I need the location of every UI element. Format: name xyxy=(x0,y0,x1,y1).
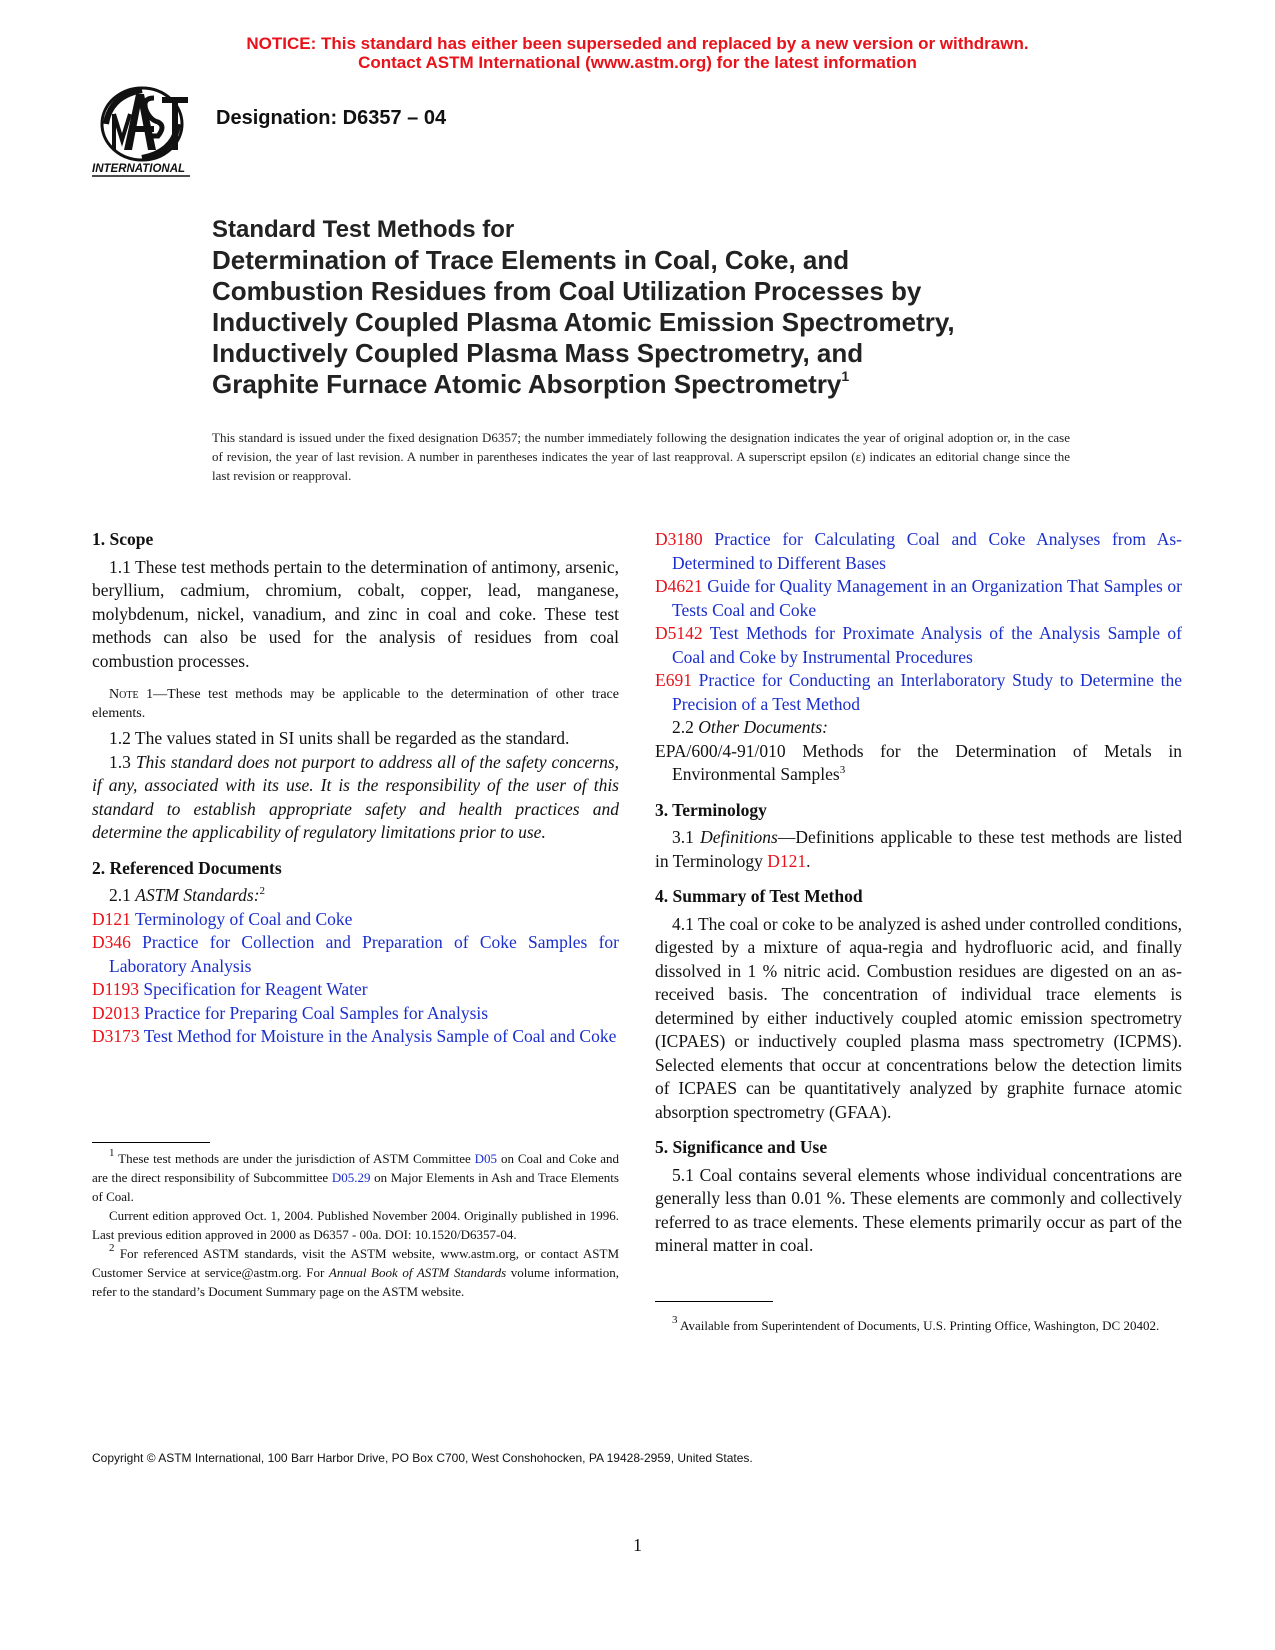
title-line-3: Combustion Residues from Coal Utilization Processes by xyxy=(212,276,922,306)
footnote-1-edition: Current edition approved Oct. 1, 2004. Published November 2004. Originally published in 1996. Last previous edition approved in 2000 as D6357 - 00a. DOI: 10.1520/D6357-04. xyxy=(92,1208,619,1242)
footnote-2-text-a: For referenced ASTM standards, visit the ASTM website, www.astm.org, or contact ASTM Customer Service at service@astm.org. For xyxy=(92,1246,619,1280)
d121-link[interactable]: D121 xyxy=(767,850,807,871)
ref-title[interactable]: Practice for Preparing Coal Samples for Analysis xyxy=(144,1002,489,1023)
ref-title[interactable]: Practice for Calculating Coal and Coke Analyses from As-Determined to Different Bases xyxy=(672,529,1182,573)
ref-code[interactable]: D5142 xyxy=(655,623,703,643)
ref-code[interactable]: D4621 xyxy=(655,576,703,596)
term-3-1-text: —Definitions applicable to these test methods are listed in Terminology xyxy=(655,827,1182,871)
scope-1-3-text: This standard does not purport to address all of the safety concerns, if any, associated with its use. It is the responsibility of the user of this standard to establish appropriate safety and health practices and determine the applicability of regulatory limitations prior to use. xyxy=(92,751,620,842)
left-column xyxy=(92,528,619,1049)
notice-line-2: Contact ASTM International (www.astm.org) for the latest information xyxy=(358,53,917,72)
right-footnotes xyxy=(655,1301,1182,1335)
scope-note-1 xyxy=(92,685,619,723)
epa-reference xyxy=(655,740,1182,787)
footnote-3-marker: 3 xyxy=(672,1314,678,1326)
ref-title[interactable]: Specification for Reagent Water xyxy=(143,979,368,999)
note-label: Note xyxy=(109,687,139,702)
footnote-3 xyxy=(655,1316,1182,1335)
ref-code[interactable]: D3173 xyxy=(92,1026,140,1046)
sub-2-1-number: 2.1 xyxy=(109,885,136,905)
ref-code[interactable]: D3180 xyxy=(655,529,703,549)
significance-heading: 5. Significance and Use xyxy=(655,1137,828,1157)
ref-item[interactable] xyxy=(92,931,619,978)
epa-text: EPA/600/4-91/010 Methods for the Determination of Metals in Environmental Samples xyxy=(655,740,1182,784)
left-footnotes xyxy=(92,1142,619,1301)
footnote-2-marker: 2 xyxy=(109,1242,115,1254)
footnote-1-text-b: on Coal and Coke and are the direct responsibility of Subcommittee xyxy=(92,1151,619,1185)
ref-title[interactable]: Test Methods for Proximate Analysis of the Analysis Sample of Coal and Coke by Instrumental Procedures xyxy=(672,623,1182,667)
document-title xyxy=(212,214,1112,400)
term-3-1-number: 3.1 xyxy=(672,827,701,847)
other-documents-subheading xyxy=(655,716,1182,740)
footnote-2 xyxy=(92,1244,619,1301)
title-footnote-mark[interactable]: 1 xyxy=(841,368,850,384)
scope-paragraph-1-3 xyxy=(92,751,619,845)
scope-paragraph-1-1: 1.1 These test methods pertain to the determination of antimony, arsenic, beryllium, cadmium, chromium, cobalt, copper, lead, manganese, molybdenum, nickel, vanadium, and zinc in coal and coke. These test methods can also be used for the analysis of residues from coal combustion processes. xyxy=(92,556,619,671)
title-line-2: Determination of Trace Elements in Coal, Coke, and xyxy=(212,245,850,275)
summary-paragraph-4-1: 4.1 The coal or coke to be analyzed is ashed under controlled conditions, digested by a mixture of aqua-regia and hydrofluoric acid, and finally dissolved in 1 % nitric acid. Combustion residues are digested on an as-received basis. The concentration of individual trace elements is determined by either inductively coupled atomic emission spectrometry (ICPAES) or inductively coupled plasma mass spectrometry (ICPMS). Selected elements that occur at concentrations below the detection limits of ICPAES can be quantitatively analyzed by graphite furnace atomic absorption spectrometry (GFAA). xyxy=(655,913,1182,1122)
ref-item[interactable] xyxy=(655,622,1182,669)
footnote-3-text: Available from Superintendent of Documents, U.S. Printing Office, Washington, DC 20402. xyxy=(677,1318,1160,1333)
subcommittee-link[interactable]: D05.29 xyxy=(331,1170,371,1185)
term-3-1-term: Definitions xyxy=(700,827,778,847)
ref-code[interactable]: D1193 xyxy=(92,979,139,999)
page-number: 1 xyxy=(633,1535,642,1555)
footnote-1 xyxy=(92,1149,619,1206)
copyright-line: Copyright © ASTM International, 100 Barr Harbor Drive, PO Box C700, West Conshohocken, PA 19428-2959, United States. xyxy=(92,1451,753,1465)
footnote-2-italic: Annual Book of ASTM Standards xyxy=(328,1265,507,1280)
ref-item[interactable] xyxy=(92,1002,619,1026)
title-line-1: Standard Test Methods for xyxy=(212,216,515,243)
designation: Designation: D6357 – 04 xyxy=(216,107,447,129)
ref-item[interactable] xyxy=(92,978,619,1002)
scope-heading: 1. Scope xyxy=(92,529,154,549)
term-3-1-end: . xyxy=(806,850,811,871)
scope-1-3-number: 1.3 xyxy=(109,751,136,772)
terminology-paragraph xyxy=(655,826,1182,873)
ref-title[interactable]: Guide for Quality Management in an Organization That Samples or Tests Coal and Coke xyxy=(672,576,1182,620)
scope-paragraph-1-2: 1.2 The values stated in SI units shall be regarded as the standard. xyxy=(109,728,570,748)
ref-code[interactable]: D121 xyxy=(92,908,131,929)
ref-item[interactable] xyxy=(655,669,1182,716)
ref-title[interactable]: Practice for Collection and Preparation of Coke Samples for Laboratory Analysis xyxy=(109,932,620,976)
significance-paragraph-5-1: 5.1 Coal contains several elements whose individual concentrations are generally less than 0.01 %. These elements are commonly and collectively referred to as trace elements. These elements primarily occur as part of the mineral matter in coal. xyxy=(655,1164,1182,1255)
issued-statement: This standard is issued under the fixed designation D6357; the number immediately following the designation indicates the year of original adoption or, in the case of revision, the year of last revision. A number in parentheses indicates the year of last reapproval. A superscript epsilon (ε) indicates an editorial change since the last revision or reapproval. xyxy=(212,430,1070,483)
title-line-6-text: Graphite Furnace Atomic Absorption Spectrometry xyxy=(212,369,842,399)
astm-standards-subheading xyxy=(92,884,619,908)
terminology-heading: 3. Terminology xyxy=(655,799,767,820)
ref-item[interactable] xyxy=(655,528,1182,575)
ref-item[interactable] xyxy=(92,908,619,932)
title-line-5: Inductively Coupled Plasma Mass Spectrometry, and xyxy=(212,338,864,368)
right-column xyxy=(655,528,1182,1258)
astm-international-logo xyxy=(92,84,202,182)
ref-code[interactable]: E691 xyxy=(655,670,692,690)
title-line-4: Inductively Coupled Plasma Atomic Emission Spectrometry, xyxy=(212,307,955,337)
ref-item[interactable] xyxy=(92,1025,619,1049)
footnote-3-mark[interactable]: 3 xyxy=(839,764,846,776)
summary-heading: 4. Summary of Test Method xyxy=(655,886,863,906)
withdrawn-notice xyxy=(0,34,1275,72)
referenced-heading: 2. Referenced Documents xyxy=(92,857,282,878)
ref-title[interactable]: Practice for Conducting an Interlaboratory Study to Determine the Precision of a Test Method xyxy=(672,670,1182,714)
notice-line-1: NOTICE: This standard has either been superseded and replaced by a new version or withdrawn. xyxy=(246,34,1029,53)
footnote-2-text-b: volume information, refer to the standard’s Document Summary page on the ASTM website. xyxy=(92,1265,620,1299)
logo-text: INTERNATIONAL xyxy=(92,163,186,175)
committee-link[interactable]: D05 xyxy=(474,1151,498,1166)
footnote-1-text-c: on Major Elements in Ash and Trace Elements of Coal. xyxy=(92,1170,619,1204)
sub-2-2-title: Other Documents: xyxy=(698,717,829,737)
sub-2-2-number: 2.2 xyxy=(672,717,699,737)
ref-item[interactable] xyxy=(655,575,1182,622)
title-line-6 xyxy=(212,369,1112,400)
sub-2-1-title: ASTM Standards: xyxy=(135,885,260,905)
ref-title[interactable]: Test Method for Moisture in the Analysis Sample of Coal and Coke xyxy=(143,1026,617,1046)
footnote-2-mark[interactable]: 2 xyxy=(259,885,266,897)
note-text: 1—These test methods may be applicable to the determination of other trace elements. xyxy=(92,687,619,721)
ref-code[interactable]: D2013 xyxy=(92,1002,140,1023)
ref-code[interactable]: D346 xyxy=(92,932,131,952)
footnote-1-mark: 1 xyxy=(109,1147,115,1159)
footnote-1-text-a: These test methods are under the jurisdiction of ASTM Committee xyxy=(114,1151,475,1166)
ref-title[interactable]: Terminology of Coal and Coke xyxy=(134,908,353,929)
